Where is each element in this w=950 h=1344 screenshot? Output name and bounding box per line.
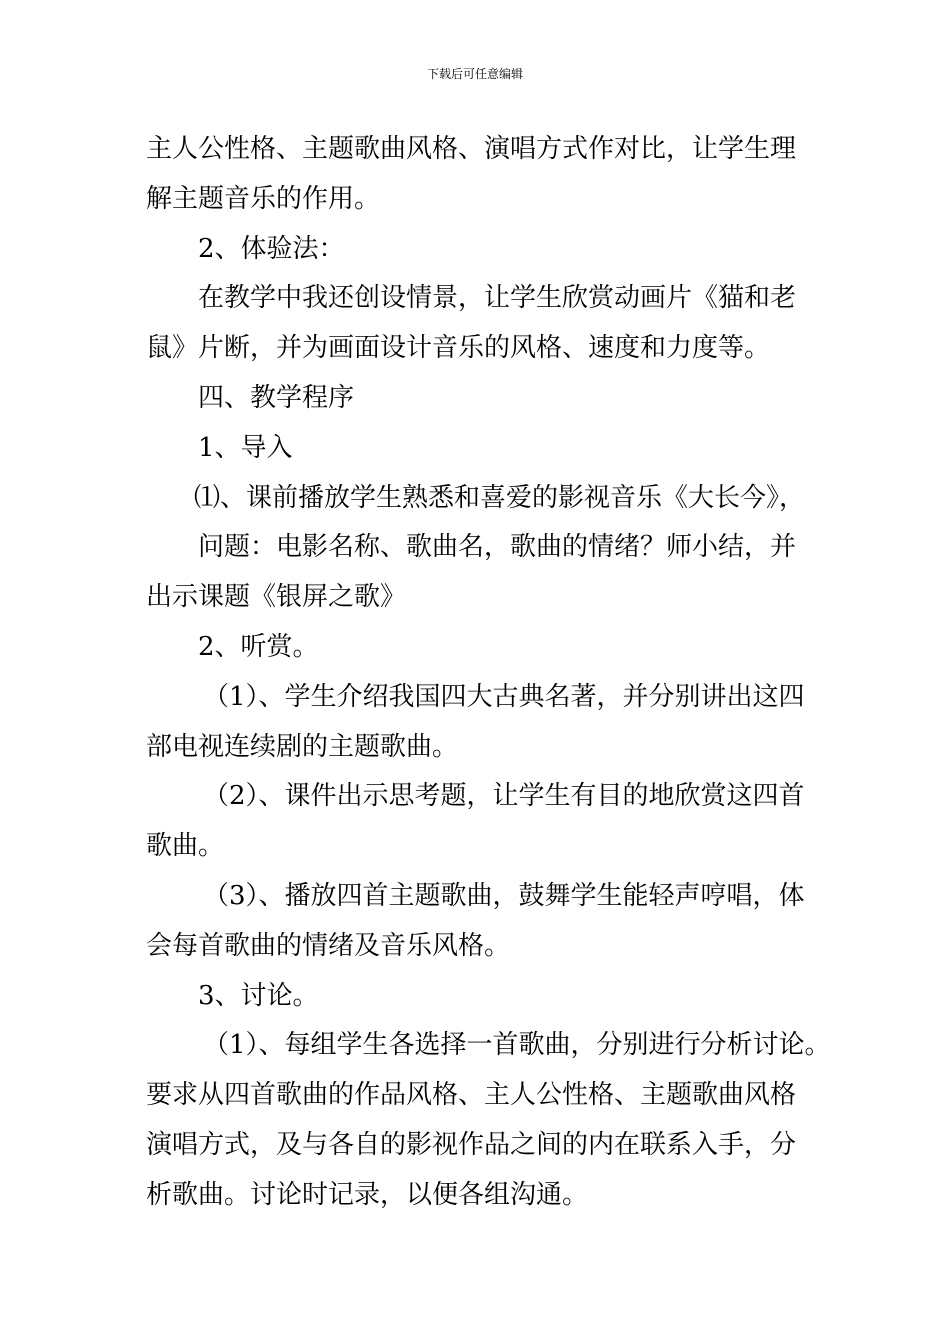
text-line: （3）、播放四首主题歌曲，鼓舞学生能轻声哼唱，体	[203, 880, 805, 911]
text-line: （1）、每组学生各选择一首歌曲，分别进行分析讨论。	[203, 1030, 831, 1061]
text-line: 问题：电影名称、歌曲名，歌曲的情绪？师小结，并	[198, 532, 797, 563]
text-line: （2）、课件出示思考题，让学生有目的地欣赏这四首	[203, 781, 805, 812]
section-heading: 2、体验法：	[198, 233, 345, 264]
text-line: 解主题音乐的作用。	[146, 183, 381, 214]
text-line: 析歌曲。讨论时记录，以便各组沟通。	[146, 1179, 589, 1210]
text-line: （1）、学生介绍我国四大古典名著，并分别讲出这四	[203, 681, 805, 712]
section-heading: 1、导入	[198, 432, 293, 463]
text-line: 出示课题《银屏之歌》	[146, 582, 407, 613]
document-body	[146, 125, 836, 1221]
section-heading: 3、讨论。	[198, 980, 319, 1011]
section-heading: 2、听赏。	[198, 631, 319, 662]
text-line: 主人公性格、主题歌曲风格、演唱方式作对比，让学生理	[146, 134, 797, 164]
text-line: 部电视连续剧的主题歌曲。	[146, 731, 459, 762]
text-line: 演唱方式，及与各自的影视作品之间的内在联系入手，分	[146, 1129, 797, 1160]
text-line: 要求从四首歌曲的作品风格、主人公性格、主题歌曲风格	[146, 1080, 797, 1111]
section-heading: 四、教学程序	[198, 382, 355, 413]
text-line: ⑴、课前播放学生熟悉和喜爱的影视音乐《大长今》，	[194, 482, 806, 513]
text-line: 鼠》片断，并为画面设计音乐的风格、速度和力度等。	[146, 333, 771, 364]
page-header: 下载后可任意编辑	[426, 67, 523, 81]
text-line: 会每首歌曲的情绪及音乐风格。	[146, 930, 511, 961]
text-line: 在教学中我还创设情景，让学生欣赏动画片《猫和老	[198, 283, 797, 314]
text-line: 歌曲。	[146, 831, 225, 862]
